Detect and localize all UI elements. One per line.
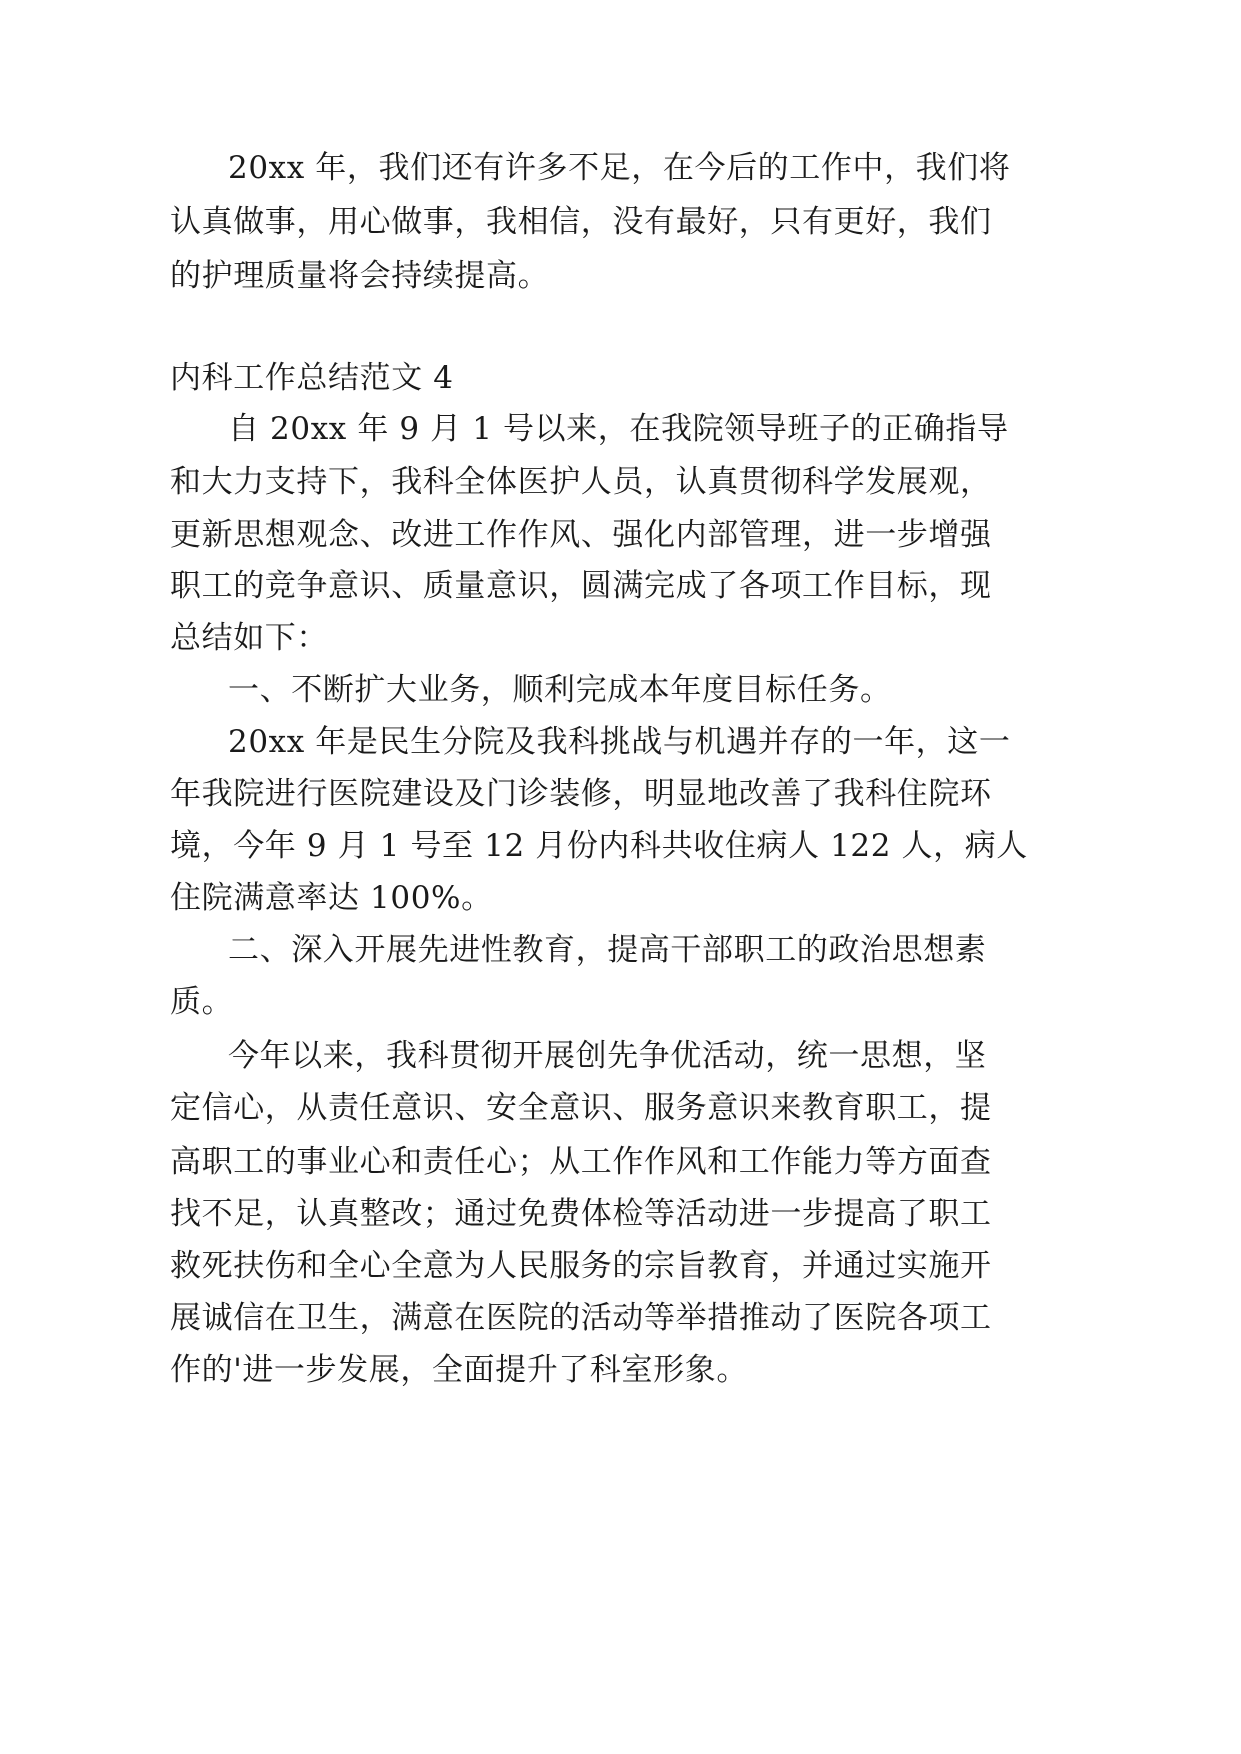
paragraph-line: 和大力支持下，我科全体医护人员，认真贯彻科学发展观， [170, 464, 992, 500]
paragraph-line: 定信心，从责任意识、安全意识、服务意识来教育职工，提 [170, 1090, 992, 1126]
paragraph-line: 救死扶伤和全心全意为人民服务的宗旨教育，并通过实施开 [170, 1248, 992, 1284]
paragraph-line: 展诚信在卫生，满意在医院的活动等举措推动了医院各项工 [170, 1300, 992, 1336]
paragraph-line: 更新思想观念、改进工作作风、强化内部管理，进一步增强 [170, 517, 992, 553]
paragraph-line: 认真做事，用心做事，我相信，没有最好，只有更好，我们 [170, 204, 992, 240]
paragraph-line: 今年以来，我科贯彻开展创先争优活动，统一思想，坚 [228, 1038, 987, 1074]
paragraph-line: 自 20xx 年 9 月 1 号以来，在我院领导班子的正确指导 [228, 411, 1009, 447]
section-heading: 内科工作总结范文 4 [170, 360, 454, 396]
section-title: 一、不断扩大业务，顺利完成本年度目标任务。 [228, 672, 892, 708]
paragraph-line: 20xx 年是民生分院及我科挑战与机遇并存的一年，这一 [228, 724, 1011, 760]
paragraph-line: 总结如下： [170, 620, 328, 656]
paragraph-line: 作的'进一步发展，全面提升了科室形象。 [170, 1352, 748, 1388]
paragraph-line: 住院满意率达 100%。 [170, 880, 493, 916]
section-title: 二、深入开展先进性教育，提高干部职工的政治思想素 [228, 932, 987, 968]
paragraph-line: 职工的竞争意识、质量意识，圆满完成了各项工作目标，现 [170, 568, 992, 604]
paragraph-line: 年我院进行医院建设及门诊装修，明显地改善了我科住院环 [170, 776, 992, 812]
paragraph-line: 20xx 年，我们还有许多不足，在今后的工作中，我们将 [228, 150, 1011, 186]
paragraph-line: 找不足，认真整改；通过免费体检等活动进一步提高了职工 [170, 1196, 992, 1232]
section-title: 质。 [170, 984, 234, 1020]
paragraph-line: 的护理质量将会持续提高。 [170, 258, 550, 294]
paragraph-line: 高职工的事业心和责任心；从工作作风和工作能力等方面查 [170, 1144, 992, 1180]
paragraph-line: 境，今年 9 月 1 号至 12 月份内科共收住病人 122 人，病人 [170, 828, 1028, 864]
